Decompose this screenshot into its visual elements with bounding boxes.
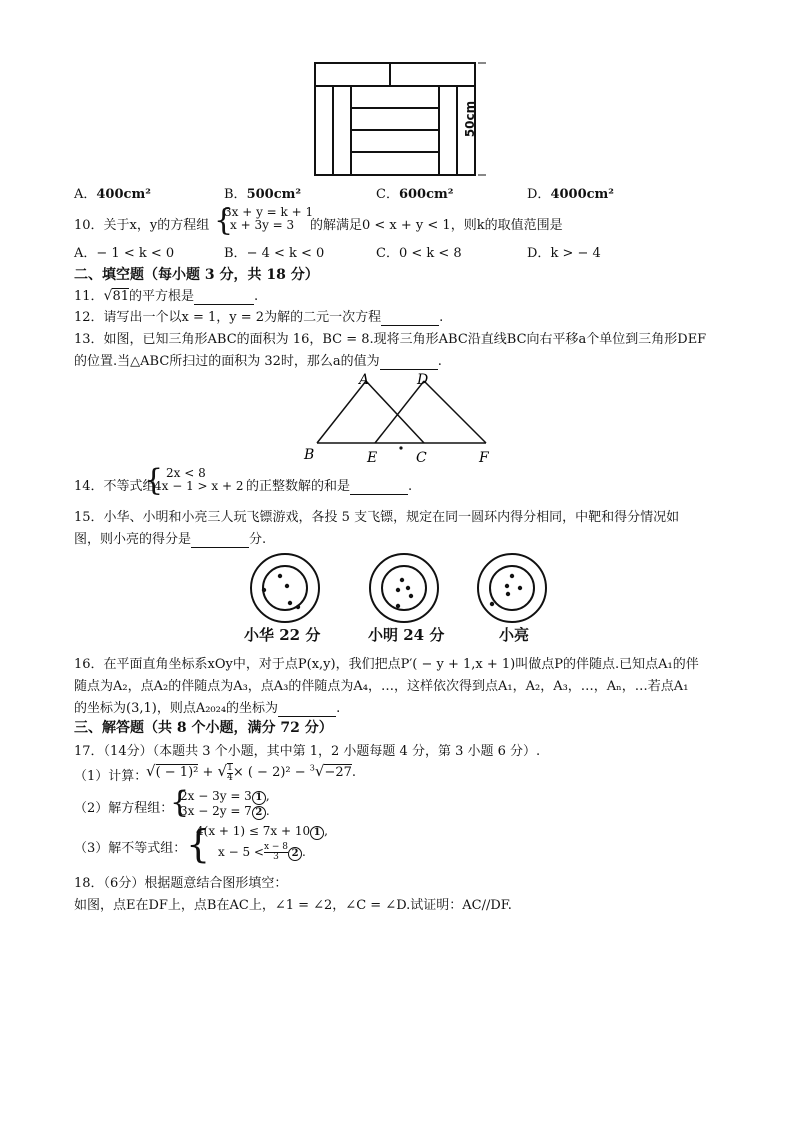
label-B: B [304,447,315,463]
q9-option-d[interactable]: D．4000cm² [527,187,614,202]
dartboard-xiaoming-outer [370,554,438,622]
q10-option-a[interactable]: A．− 1 < k < 0 [74,246,175,261]
label-xiaohua: 小华 22 分 [244,626,321,644]
section-3-title: 三、解答题（共 8 个小题，满分 72 分） [74,720,333,736]
q17-part3: （3）解不等式组： { 4(x + 1) ≤ 7x + 10 1 , x − 5 < $\frac{x - 8}{3}$ 2 . [74,822,328,866]
q16-line1: 16．在平面直角坐标系xOy中，对于点P(x,y)，我们把点P′( − y + 1,x + 1)叫做点P的伴随点.已知点A₁的伴 [74,657,699,672]
q15-line1: 15．小华、小明和小亮三人玩飞镖游戏，各投 5 支飞镖，规定在同一圆环内得分相同，中靶和得分情况如 [74,510,680,525]
q16-line3: 的坐标为(3,1)，则点A₂₀₂₄的坐标为 . [74,701,341,716]
q15-line2: 图，则小亮的得分是 分. [74,532,267,547]
label-F: F [479,450,489,466]
dartboard-xiaoming-inner [382,566,426,610]
outer-rectangle [315,63,478,175]
q10-option-b[interactable]: B．− 4 < k < 0 [224,246,325,261]
dimension-label: 50cm [463,100,478,138]
label-E: E [367,450,378,466]
q14: 14．不等式组 { 2x < 8 4x − 1 > x + 2 的正整数解的和是 . [74,463,413,498]
q17-part2: （2）解方程组： { 2x − 3y = 3 1 , 3x − 2y = 7 2 . [74,785,270,820]
q13-line1: 13．如图，已知三角形ABC的面积为 16，BC = 8.现将三角形ABC沿直线BC向右平移a个单位到三角形DEF [74,332,707,347]
q18-line1: 18．（6分）根据题意结合图形填空： [74,876,288,891]
side-DE [375,381,424,443]
label-xiaoming: 小明 24 分 [368,626,445,644]
dartboard-xiaoliang-outer [478,554,546,622]
q14-system: 2x < 8 4x − 1 > x + 2 [154,466,244,493]
dartboard-xiaohua-inner [263,566,307,610]
q11: 11．√81的平方根是 . [74,288,259,304]
answer-blank[interactable] [278,701,336,717]
q13-line2: 的位置.当△ABC所扫过的面积为 32时，那么a的值为 . [74,354,442,369]
label-D: D [417,372,429,388]
label-xiaoliang: 小亮 [499,626,530,644]
q10-option-d[interactable]: D．k > − 4 [527,246,601,261]
section-2-title: 二、填空题（每小题 3 分，共 18 分） [74,267,319,283]
side-AC [366,381,424,443]
translation-triangles-figure [300,370,500,466]
answer-blank[interactable] [194,289,254,305]
dartboard-xiaohua-outer [251,554,319,622]
q16-line2: 随点为A₂，点A₂的伴随点为A₃，点A₃的伴随点为A₄，…，这样依次得到点A₁，A₂，A₃，…，Aₙ，…若点A₁ [74,679,689,694]
label-A: A [359,372,370,388]
q12: 12．请写出一个以x = 1，y = 2为解的二元一次方程 . [74,310,444,325]
answer-blank[interactable] [191,532,249,548]
brace: { [214,203,234,238]
q10-suffix: 的解满足0 < x + y < 1，则k的取值范围是 [310,218,563,233]
label-C: C [416,450,427,466]
answer-blank[interactable] [380,354,438,370]
q9-option-c[interactable]: C．600cm² [376,187,454,202]
side-DF [424,381,486,443]
answer-blank[interactable] [381,310,439,326]
q17-head: 17．（14分）（本题共 3 个小题，其中第 1，2 小题每题 4 分，第 3 小题 6 分）. [74,744,541,759]
q18-line2: 如图，点E在DF上，点B在AC上，∠1 = ∠2，∠C = ∠D.试证明：AC//DF. [74,898,512,913]
q10-prefix: 10．关于x，y的方程组 [74,218,210,233]
answer-blank[interactable] [350,479,408,495]
q10-option-c[interactable]: C．0 < k < 8 [376,246,462,261]
brace: { [144,463,164,498]
q9-option-a[interactable]: A．400cm² [74,187,151,202]
q9-option-b[interactable]: B．500cm² [224,187,302,202]
side-AB [317,381,366,443]
dartboard-xiaoliang-inner [490,566,534,610]
q10-system: 3x + y = k + 1 x + 3y = 3 [224,205,314,232]
